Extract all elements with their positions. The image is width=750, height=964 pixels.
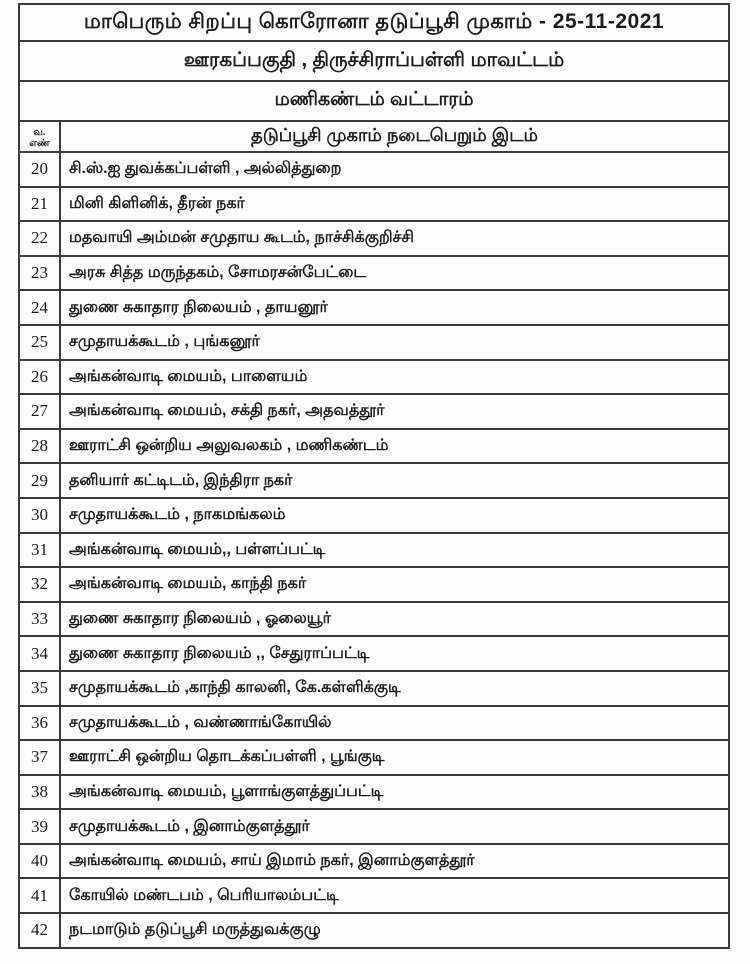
row-serial-number: 23 bbox=[19, 256, 60, 291]
row-serial-number: 36 bbox=[19, 706, 60, 741]
table-row bbox=[19, 844, 729, 879]
table-row bbox=[19, 360, 729, 395]
table-row bbox=[19, 325, 729, 360]
row-serial-number: 33 bbox=[19, 602, 60, 637]
table-row bbox=[19, 429, 729, 464]
row-camp-location: துணை சுகாதார நிலையம் , தாயனூர் bbox=[60, 290, 729, 325]
row-camp-location: சமுதாயக்கூடம் , புங்கனூர் bbox=[60, 325, 729, 360]
row-serial-number: 37 bbox=[19, 740, 60, 775]
row-serial-number: 24 bbox=[19, 290, 60, 325]
row-camp-location: துணை சுகாதார நிலையம் , ஓலையூர் bbox=[60, 602, 729, 637]
row-camp-location: அங்கன்வாடி மையம், காந்தி நகர் bbox=[60, 567, 729, 602]
region-subtitle: ஊரகப்பகுதி , திருச்சிராப்பள்ளி மாவட்டம் bbox=[19, 41, 729, 81]
column-header-row bbox=[19, 121, 729, 152]
title-row bbox=[19, 4, 729, 41]
table-row bbox=[19, 394, 729, 429]
row-camp-location: சமுதாயக்கூடம் ,காந்தி காலனி, கே.கள்ளிக்குடி bbox=[60, 671, 729, 706]
document-title: மாபெரும் சிறப்பு கொரோனா தடுப்பூசி முகாம் - 25-11-2021 bbox=[19, 4, 729, 41]
row-camp-location: அங்கன்வாடி மையம், சக்தி நகர், அதவத்தூர் bbox=[60, 394, 729, 429]
table-row bbox=[19, 533, 729, 568]
block-title: மணிகண்டம் வட்டாரம் bbox=[19, 81, 729, 121]
table-row bbox=[19, 809, 729, 844]
row-serial-number: 42 bbox=[19, 913, 60, 948]
row-camp-location: சமுதாயக்கூடம் , வண்ணாங்கோயில் bbox=[60, 706, 729, 741]
row-serial-number: 40 bbox=[19, 844, 60, 879]
table-row bbox=[19, 671, 729, 706]
serial-header-line1: வ. bbox=[33, 127, 46, 138]
row-serial-number: 30 bbox=[19, 498, 60, 533]
table-row bbox=[19, 706, 729, 741]
row-camp-location: அங்கன்வாடி மையம், பாளையம் bbox=[60, 360, 729, 395]
table-row bbox=[19, 567, 729, 602]
table-row bbox=[19, 878, 729, 913]
row-camp-location: அங்கன்வாடி மையம், பூளாங்குளத்துப்பட்டி bbox=[60, 775, 729, 810]
row-serial-number: 32 bbox=[19, 567, 60, 602]
row-camp-location: மதவாயி அம்மன் சமுதாய கூடம், நாச்சிக்குறிச்சி bbox=[60, 221, 729, 256]
row-camp-location: துணை சுகாதார நிலையம் ,, சேதுராப்பட்டி bbox=[60, 636, 729, 671]
row-serial-number: 31 bbox=[19, 533, 60, 568]
row-serial-number: 28 bbox=[19, 429, 60, 464]
row-serial-number: 35 bbox=[19, 671, 60, 706]
table-row bbox=[19, 221, 729, 256]
table-row bbox=[19, 290, 729, 325]
subtitle-row bbox=[19, 41, 729, 81]
row-camp-location: ஊராட்சி ஒன்றிய தொடக்கப்பள்ளி , பூங்குடி bbox=[60, 740, 729, 775]
row-camp-location: அங்கன்வாடி மையம், சாய் இமாம் நகர், இனாம்குளத்தூர் bbox=[60, 844, 729, 879]
row-serial-number: 41 bbox=[19, 878, 60, 913]
location-column-header: தடுப்பூசி முகாம் நடைபெறும் இடம் bbox=[60, 121, 729, 152]
row-serial-number: 22 bbox=[19, 221, 60, 256]
table-body bbox=[19, 152, 729, 948]
row-camp-location: சி.ஸ்.ஐ துவக்கப்பள்ளி , அல்லித்துறை bbox=[60, 152, 729, 187]
row-camp-location: சமுதாயக்கூடம் , இனாம்குளத்தூர் bbox=[60, 809, 729, 844]
row-camp-location: சமுதாயக்கூடம் , நாகமங்கலம் bbox=[60, 498, 729, 533]
table-row bbox=[19, 498, 729, 533]
row-serial-number: 39 bbox=[19, 809, 60, 844]
row-serial-number: 21 bbox=[19, 187, 60, 222]
row-camp-location: தனியார் கட்டிடம், இந்திரா நகர் bbox=[60, 463, 729, 498]
row-serial-number: 34 bbox=[19, 636, 60, 671]
table-row bbox=[19, 152, 729, 187]
row-serial-number: 29 bbox=[19, 463, 60, 498]
block-row bbox=[19, 81, 729, 121]
row-camp-location: கோயில் மண்டபம் , பெரியாலம்பட்டி bbox=[60, 878, 729, 913]
table-row bbox=[19, 775, 729, 810]
table-row bbox=[19, 740, 729, 775]
table-row bbox=[19, 913, 729, 948]
table-row bbox=[19, 602, 729, 637]
table-row bbox=[19, 187, 729, 222]
row-camp-location: அரசு சித்த மருந்தகம், சோமரசன்பேட்டை bbox=[60, 256, 729, 291]
vaccination-camp-table bbox=[18, 3, 730, 949]
row-camp-location: ஊராட்சி ஒன்றிய அலுவலகம் , மணிகண்டம் bbox=[60, 429, 729, 464]
row-serial-number: 27 bbox=[19, 394, 60, 429]
row-serial-number: 20 bbox=[19, 152, 60, 187]
row-serial-number: 25 bbox=[19, 325, 60, 360]
table-row bbox=[19, 256, 729, 291]
row-serial-number: 38 bbox=[19, 775, 60, 810]
row-camp-location: அங்கன்வாடி மையம்,, பள்ளப்பட்டி bbox=[60, 533, 729, 568]
table-row bbox=[19, 463, 729, 498]
serial-header-line2: எண் bbox=[29, 138, 50, 149]
table-row bbox=[19, 636, 729, 671]
row-camp-location: நடமாடும் தடுப்பூசி மருத்துவக்குழு bbox=[60, 913, 729, 948]
serial-number-column-header bbox=[19, 121, 60, 152]
row-camp-location: மினி கிளினிக், தீரன் நகர் bbox=[60, 187, 729, 222]
row-serial-number: 26 bbox=[19, 360, 60, 395]
